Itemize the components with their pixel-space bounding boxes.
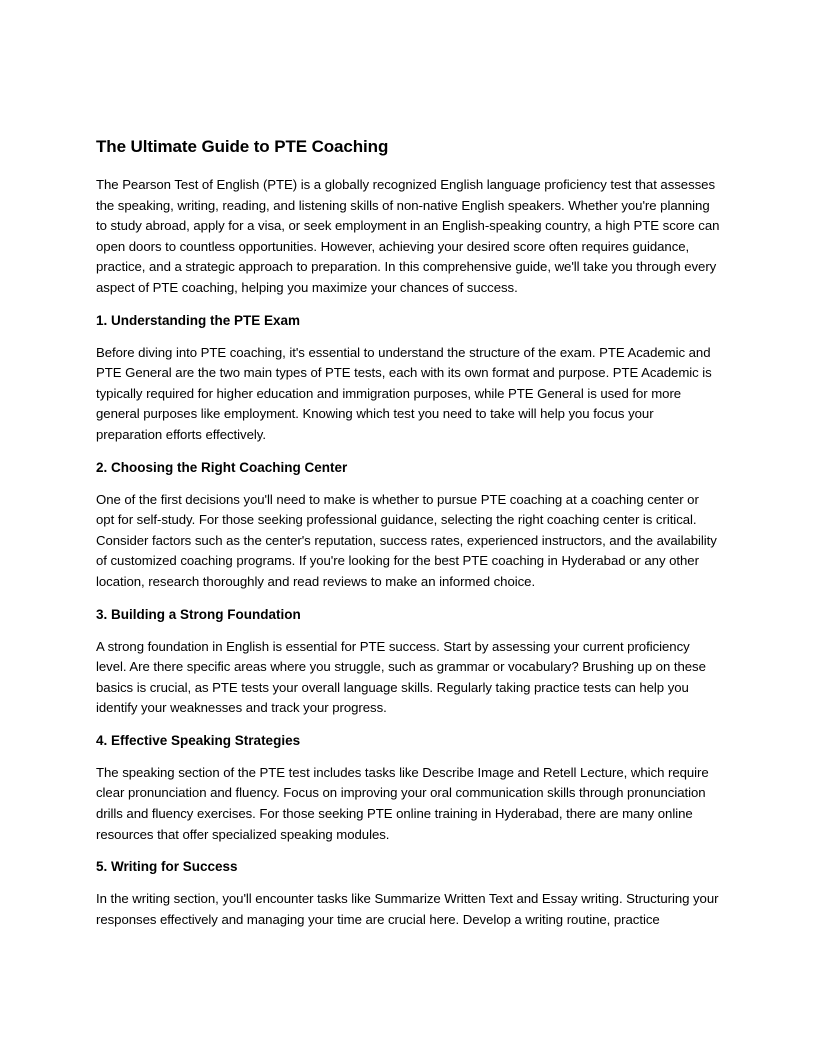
- section-heading-writing-success: 5. Writing for Success: [96, 859, 238, 875]
- section-heading-strong-foundation: 3. Building a Strong Foundation: [96, 606, 301, 622]
- intro-paragraph: The Pearson Test of English (PTE) is a globally recognized English language proficiency test that assesses the speaking, writing, reading, and listening skills of non-native English speakers. Whether you're planning to study abroad, apply for a visa, or seek employment in an English-speaking country, a high PTE score can open doors to countless opportunities. However, achieving your desired score often requires guidance, practice, and a strategic approach to preparation. In this comprehensive guide, we'll take you through every aspect of PTE coaching, helping you maximize your chances of success.: [96, 177, 720, 295]
- section-body-choosing-center: One of the first decisions you'll need to make is whether to pursue PTE coaching at a coaching center or opt for self-study. For those seeking professional guidance, selecting the right coaching center is critical. Consider factors such as the center's reputation, success rates, experienced instructors, and the availability of customized coaching programs. If you're looking for the best PTE coaching in Hyderabad or any other location, research thoroughly and read reviews to make an informed choice.: [96, 491, 717, 589]
- section-body-understanding-exam: Before diving into PTE coaching, it's essential to understand the structure of the exam. PTE Academic and PTE General are the two main types of PTE tests, each with its own format and purpose. PTE Academic is typically required for higher education and immigration purposes, while PTE General is used for more general purposes like employment. Knowing which test you need to take will help you focus your preparation efforts effectively.: [96, 344, 712, 442]
- section-body-strong-foundation: A strong foundation in English is essential for PTE success. Start by assessing your current proficiency level. Are there specific areas where you struggle, such as grammar or vocabulary? Brushing up on these basics is crucial, as PTE tests your overall language skills. Regularly taking practice tests can help you identify your weaknesses and track your progress.: [96, 638, 706, 716]
- document-page: [96, 136, 720, 942]
- section-body-writing-success: In the writing section, you'll encounter tasks like Summarize Written Text and Essay writing. Structuring your responses effectively and managing your time are crucial here. Develop a writing routine, practice: [96, 891, 719, 927]
- section-heading-understanding-exam: 1. Understanding the PTE Exam: [96, 312, 301, 328]
- section-body-speaking-strategies: The speaking section of the PTE test includes tasks like Describe Image and Retell Lecture, which require clear pronunciation and fluency. Focus on improving your oral communication skills through pronunciation drills and fluency exercises. For those seeking PTE online training in Hyderabad, there are many online resources that offer specialized speaking modules.: [96, 764, 709, 842]
- section-heading-speaking-strategies: 4. Effective Speaking Strategies: [96, 732, 301, 748]
- section-heading-choosing-center: 2. Choosing the Right Coaching Center: [96, 459, 348, 475]
- document-title: The Ultimate Guide to PTE Coaching: [96, 137, 389, 156]
